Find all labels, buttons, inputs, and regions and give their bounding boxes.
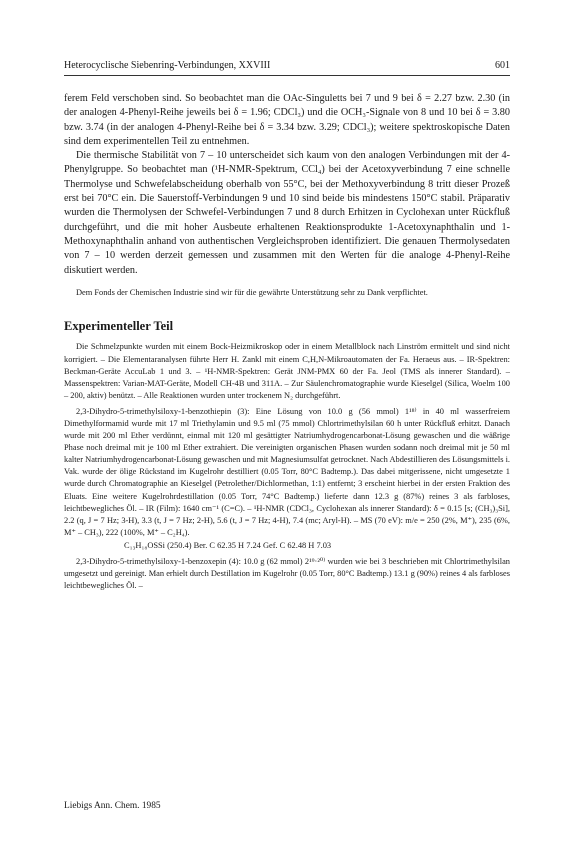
journal-footer: Liebigs Ann. Chem. 1985 xyxy=(64,801,161,811)
paragraph-thermal-stability: Die thermische Stabilität von 7 – 10 unterscheidet sich kaum von den analogen Verbindungen mit der 4-Phenylgruppe. So beobachtet man (¹H-NMR-Spektrum, CCl₄) bei der Acetoxyverbindung 7 eine schnelle Thermolyse und Schwefelabscheidung oberhalb von 55°C, bei der Methoxyverbindung 8 tritt dieser Prozeß erst bei 70°C ein. Die Sauerstoff-Verbindungen 9 und 10 sind beide bis mindestens 150°C stabil. Präparativ wurden die Thermolysen der Schwefel-Verbindungen 7 und 8 durch Erhitzen in Cyclohexan unter Rückfluß durchgeführt, und die mit hoher Ausbeute erhaltenen Reaktionsprodukte 1-Acetoxynaphthalin und 1-Methoxynaphthalin anhand von authentischen Vergleichsproben identifiziert. Die genauen Thermolysedaten von 7 – 10 werden derzeit gemessen und zusammen mit den Werten für die analoge 4-Phenyl-Reihe diskutiert werden. xyxy=(64,150,510,276)
elemental-analysis-3: C₁₃H₁₈OSSi (250.4) Ber. C 62.35 H 7.24 Gef. C 62.48 H 7.03 xyxy=(124,540,332,550)
acknowledgement: Dem Fonds der Chemischen Industrie sind wir für die gewährte Unterstützung sehr zu Dank verpflichtet. xyxy=(76,287,428,297)
paragraph-general-methods: Die Schmelzpunkte wurden mit einem Bock-Heizmikroskop oder in einem Metallblock nach Linström ermittelt und sind nicht korrigiert. – Die Elementaranalysen führte Herr H. Zankl mit einem C,H,N-Mikroautomaten der Fa. Heraeus aus. – IR-Spektren: Beckman-Geräte AccuLab 1 und 3. – ¹H-NMR-Spektren: Gerät JNM-PMX 60 der Fa. Jeol (TMS als innerer Standard). – Massenspektren: Varian-MAT-Geräte, Modell CH-4B und 311A. – Zur Säulenchromatographie wurde Kieselgel (Silica, Woelm 100 – 200, aktiv) benützt. – Alle Reaktionen wurden unter trockenem N₂ durchgeführt. xyxy=(64,342,510,400)
paragraph-nmr-shifts: ferem Feld verschoben sind. So beobachtet man die OAc-Singuletts bei 7 und 9 bei δ = 2.27 bzw. 2.30 (in der analogen 4-Phenyl-Reihe jeweils bei δ = 1.96; CDCl₃) und die OCH₃-Signale von 8 und 10 bei δ = 3.80 bzw. 3.74 (in der analogen 4-Phenyl-Reihe bei δ = 3.34 bzw. 3.29; CDCl₃); weitere spektroskopische Daten sind dem experimentellen Teil zu entnehmen. xyxy=(64,93,510,147)
paragraph-compound-3: 2,3-Dihydro-5-trimethylsiloxy-1-benzothiepin (3): Eine Lösung von 10.0 g (56 mmol) 1¹⁸⁾ in 40 ml wasserfreiem Dimethylformamid wurde mit 17 ml Triethylamin und 9.5 ml (75 mmol) Chlortrimethylsilan 60 h unter Rückfluß erhitzt. Danach wurde mit 200 ml Ether verdünnt, einmal mit 120 ml gesättigter Natriumhydrogencarbonat-Lösung gewaschen und die wäßrige Phase noch dreimal mit je 100 ml Ether extrahiert. Die vereinigten organischen Phasen wurden sodann noch dreimal mit je 50 ml kalter Natriumhydrogencarbonat-Lösung gewaschen und mit Magnesiumsulfat getrocknet. Nach Abdestillieren des Lösungsmittels i. Vak. wurde der ölige Rückstand im Kugelrohr destilliert (0.05 Torr, 80°C Badtemp.). Das dabei mitgerissene, nicht umgesetzte 1 wurde durch Chromatographie an Kieselgel (Petrolether/Dichlormethan, 1:1) entfernt; 3 erscheint hierbei in der ersten Fraktion des Eluats. Eine weitere Kugelrohrdestillation (0.05 Torr, 74°C Badtemp.) lieferte dann 12.3 g (87%) reines 3 als farbloses, leichtbewegliches Öl. – IR (Film): 1640 cm⁻¹ (C=C). – ¹H-NMR (CDCl₃, Cyclohexan als innerer Standard): δ = 0.15 [s; (CH₃)₃Si], 2.2 (q, J = 7 Hz; 3-H), 3.3 (t, J = 7 Hz; 2-H), 5.6 (t, J = 7 Hz; 4-H), 7.4 (mc; Aryl-H). – MS (70 eV): m/e = 250 (2%, M⁺), 235 (6%, M⁺ – CH₃), 222 (100%, M⁺ – C₂H₄). xyxy=(64,406,510,537)
page-number: 601 xyxy=(495,60,510,71)
page xyxy=(64,60,510,592)
running-head xyxy=(64,60,510,76)
paragraph-compound-4: 2,3-Dihydro-5-trimethylsiloxy-1-benzoxepin (4): 10.0 g (62 mmol) 2¹⁹·²⁰⁾ wurden wie bei 3 beschrieben mit Chlortrimethylsilan umgesetzt und gereinigt. Man erhielt durch Destillation im Kugelrohr (0.05 Torr, 80°C Badtemp.) 13.1 g (90%) reines 4 als farbloses leichtbewegliches Öl. – xyxy=(64,557,510,591)
section-heading: Experimenteller Teil xyxy=(64,319,174,334)
running-title: Heterocyclische Siebenring-Verbindungen, XXVIII xyxy=(64,60,271,71)
